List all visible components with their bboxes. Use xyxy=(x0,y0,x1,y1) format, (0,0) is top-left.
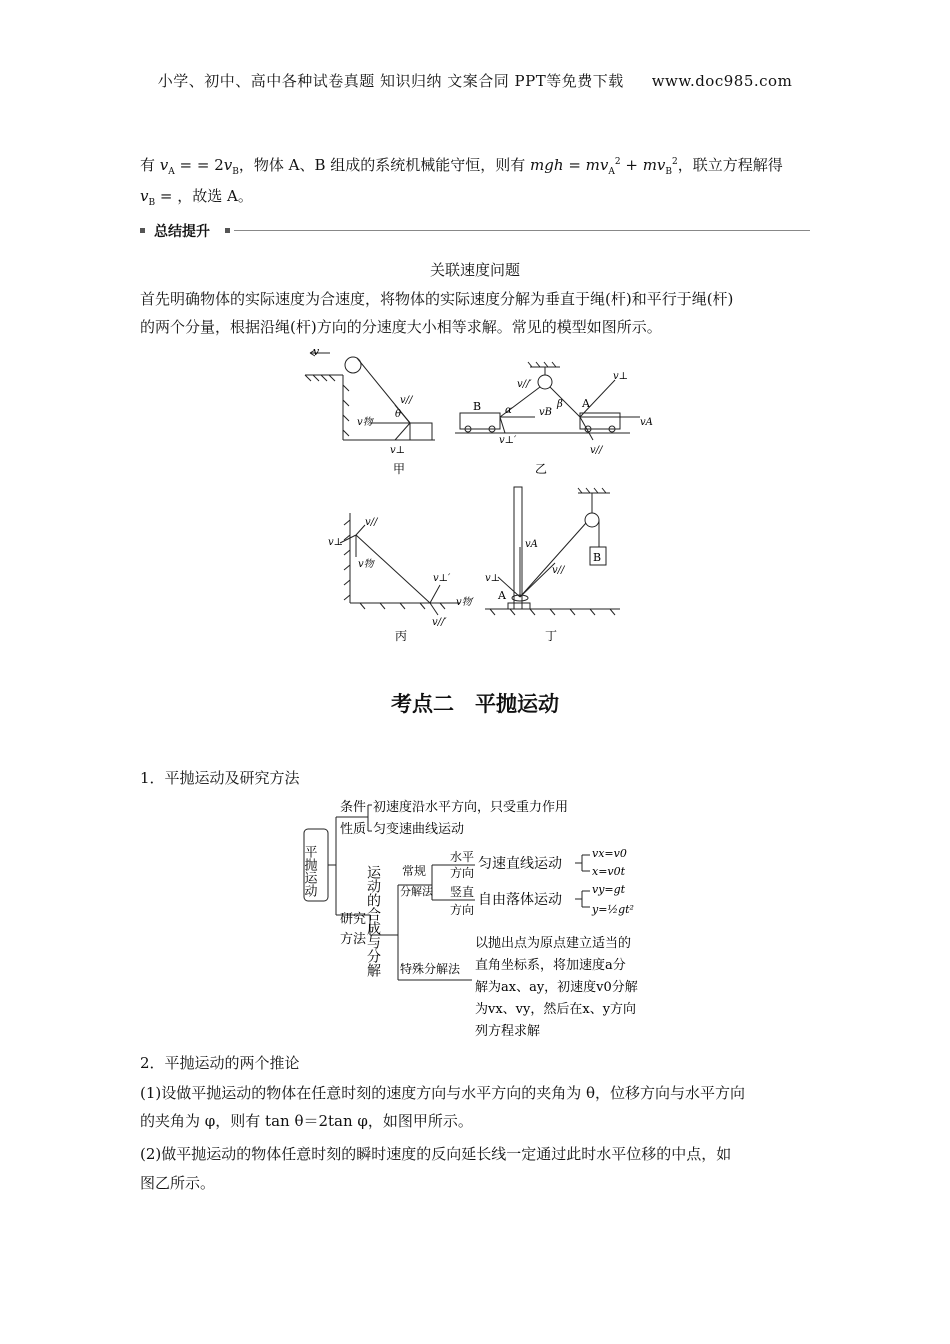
svg-text:列方程求解: 列方程求解 xyxy=(475,1024,541,1039)
item-2-p1b: 的夹角为 φ，则有 tan θ＝2tan φ，如图甲所示。 xyxy=(140,1112,473,1130)
svg-text:v//: v// xyxy=(365,517,378,528)
summary-bar xyxy=(140,221,810,241)
svg-text:β: β xyxy=(557,399,563,410)
svg-text:v//′: v//′ xyxy=(517,379,532,390)
svg-text:v//: v// xyxy=(400,395,413,406)
svg-text:vA: vA xyxy=(640,417,653,428)
item-2-p2b: 图乙所示。 xyxy=(140,1174,216,1192)
intro-line-1: 有 $v_A$ = = $2v_B$，物体 A、B 组成的系统机械能守恒，则有 mgh = $mv_A^2 + mv_B^2$，联立方程解得 xyxy=(140,156,783,177)
square-bullet-icon xyxy=(140,228,145,233)
svg-text:A: A xyxy=(582,397,590,410)
svg-text:v//: v// xyxy=(552,565,565,576)
summary-para-1: 首先明确物体的实际速度为合速度，将物体的实际速度分解为垂直于绳(杆)和平行于绳(杆) xyxy=(140,290,734,308)
divider xyxy=(234,230,810,231)
svg-text:直角坐标系，将加速度a分: 直角坐标系，将加速度a分 xyxy=(475,958,626,973)
svg-text:匀变速曲线运动: 匀变速曲线运动 xyxy=(373,822,465,837)
label-bing: 丙 xyxy=(395,629,408,643)
svg-text:特殊分解法: 特殊分解法 xyxy=(400,962,461,976)
svg-text:性质: 性质 xyxy=(340,822,367,837)
svg-text:为vx、vy，然后在x、y方向: 为vx、vy，然后在x、y方向 xyxy=(475,1002,637,1017)
svg-text:v⊥: v⊥ xyxy=(613,371,629,382)
page-header xyxy=(0,70,950,91)
svg-text:分解法: 分解法 xyxy=(400,885,433,898)
svg-text:研究: 研究 xyxy=(340,912,367,927)
header-text: 小学、初中、高中各种试卷真题 知识归纳 文案合同 PPT等免费下载 xyxy=(157,72,624,90)
svg-text:v物: v物 xyxy=(358,559,374,570)
summary-heading: 关联速度问题 xyxy=(429,261,520,279)
svg-text:方向: 方向 xyxy=(450,866,475,880)
item-2-title: 2．平抛运动的两个推论 xyxy=(140,1054,300,1072)
svg-text:B: B xyxy=(593,551,602,564)
header-site: www.doc985.com xyxy=(651,72,793,90)
svg-text:v物: v物 xyxy=(357,417,373,428)
svg-text:vx=v0: vx=v0 xyxy=(592,847,627,860)
summary-label: 总结提升 xyxy=(154,224,210,240)
svg-text:v⊥: v⊥ xyxy=(485,573,501,584)
svg-text:竖直: 竖直 xyxy=(450,885,475,899)
svg-text:条件: 条件 xyxy=(340,800,367,815)
svg-text:B: B xyxy=(473,400,482,413)
svg-text:v//: v// xyxy=(590,445,603,456)
svg-text:水平: 水平 xyxy=(450,850,475,864)
item-2-p1a: (1)设做平抛运动的物体在任意时刻的速度方向与水平方向的夹角为 θ，位移方向与水平方向 xyxy=(140,1084,746,1102)
svg-text:v⊥: v⊥ xyxy=(328,537,344,548)
figure-bing-ding xyxy=(320,485,640,645)
section-title: 考点二 平抛运动 xyxy=(391,692,559,716)
svg-text:运动的合成与分解: 运动的合成与分解 xyxy=(365,865,381,977)
svg-text:v⊥: v⊥ xyxy=(390,445,406,456)
square-bullet-icon xyxy=(225,228,230,233)
svg-text:α: α xyxy=(505,405,512,416)
svg-text:v⊥′: v⊥′ xyxy=(499,435,517,446)
svg-text:初速度沿水平方向，只受重力作用: 初速度沿水平方向，只受重力作用 xyxy=(373,800,569,815)
svg-text:vy=gt: vy=gt xyxy=(592,883,626,896)
svg-text:A: A xyxy=(498,589,506,602)
svg-text:平抛运动: 平抛运动 xyxy=(301,845,317,897)
svg-text:y=½gt²: y=½gt² xyxy=(592,903,634,916)
svg-text:常规: 常规 xyxy=(402,864,427,878)
svg-text:v⊥′: v⊥′ xyxy=(433,573,451,584)
svg-text:匀速直线运动: 匀速直线运动 xyxy=(478,856,562,872)
intro-line-2: $v_B$ = ，故选 A。 xyxy=(140,187,253,208)
svg-text:vB: vB xyxy=(539,407,552,418)
svg-text:v: v xyxy=(313,345,320,358)
svg-text:v//′: v//′ xyxy=(432,617,447,628)
svg-text:v物′: v物′ xyxy=(456,597,474,608)
figure-jia-yi xyxy=(295,345,665,480)
label-ding: 丁 xyxy=(545,629,558,643)
svg-text:以抛出点为原点建立适当的: 以抛出点为原点建立适当的 xyxy=(475,936,632,951)
mindmap xyxy=(300,795,680,1045)
item-1-title: 1．平抛运动及研究方法 xyxy=(140,769,300,787)
svg-text:方法: 方法 xyxy=(340,932,367,947)
item-2-p2a: (2)做平抛运动的物体任意时刻的瞬时速度的反向延长线一定通过此时水平位移的中点，如 xyxy=(140,1145,732,1163)
svg-text:x=v0t: x=v0t xyxy=(592,865,626,878)
summary-para-2: 的两个分量，根据沿绳(杆)方向的分速度大小相等求解。常见的模型如图所示。 xyxy=(140,318,662,336)
svg-text:方向: 方向 xyxy=(450,903,475,917)
svg-text:解为ax、ay，初速度v0分解: 解为ax、ay，初速度v0分解 xyxy=(475,980,638,995)
svg-text:θ: θ xyxy=(395,409,402,420)
svg-text:vA: vA xyxy=(525,539,538,550)
label-jia: 甲 xyxy=(393,462,406,476)
svg-text:自由落体运动: 自由落体运动 xyxy=(478,892,562,908)
label-yi: 乙 xyxy=(535,462,548,476)
